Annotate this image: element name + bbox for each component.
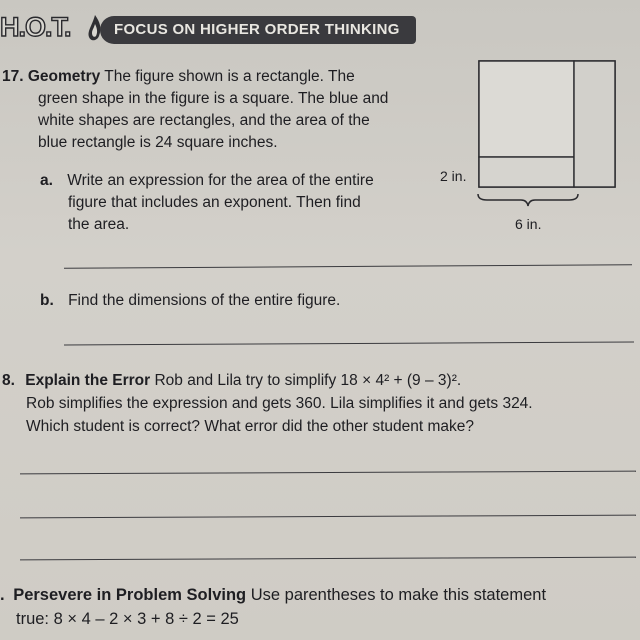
problem-19-line-2: true: 8 × 4 – 2 × 3 + 8 ÷ 2 = 25 xyxy=(16,610,239,628)
problem-17-number: 17. xyxy=(2,68,24,85)
problem-18-line-3: Which student is correct? What error did the other student make? xyxy=(26,418,474,435)
width-brace-icon xyxy=(477,192,579,208)
part-b-line-1 xyxy=(40,290,340,312)
problem-19-number: . xyxy=(0,586,5,604)
problem-17-line-4: blue rectangle is 24 square inches. xyxy=(38,134,278,151)
figure-height-label: 2 in. xyxy=(440,168,467,184)
problem-19-text: Use parentheses to make this statement xyxy=(250,586,547,604)
part-b-answer-line[interactable] xyxy=(64,342,634,346)
problem-18-topic: Explain the Error xyxy=(25,372,151,389)
problem-18-number: 8. xyxy=(2,372,15,389)
rectangle-figure xyxy=(478,60,618,190)
hot-header xyxy=(0,8,420,48)
problem-18-line-1 xyxy=(2,370,461,392)
problem-17-line-2: green shape in the figure is a square. The blue and xyxy=(38,90,389,107)
part-b-text: Find the dimensions of the entire figure. xyxy=(68,292,341,309)
green-square xyxy=(479,61,574,157)
problem-19-line-1 xyxy=(0,584,546,606)
problem-18-line-2: Rob simplifies the expression and gets 360. Lila simplifies it and gets 324. xyxy=(26,395,533,412)
hot-banner-text: FOCUS ON HIGHER ORDER THINKING xyxy=(114,21,400,38)
white-rectangle xyxy=(479,157,574,187)
part-b-label: b. xyxy=(40,292,54,309)
problem-18-answer-line-1[interactable] xyxy=(20,471,636,475)
problem-19-topic: Persevere in Problem Solving xyxy=(13,586,247,604)
problem-17-text: The figure shown is a rectangle. The xyxy=(104,68,355,85)
problem-17-line-1 xyxy=(2,66,355,88)
part-a-text: Write an expression for the area of the entire xyxy=(67,172,374,189)
problem-18-text: Rob and Lila try to simplify 18 × 4² + (9 – 3)². xyxy=(154,372,462,389)
problem-18-answer-line-2[interactable] xyxy=(20,515,636,519)
part-a-line-1 xyxy=(40,170,374,192)
problem-18-answer-line-3[interactable] xyxy=(20,557,636,561)
figure-width-label: 6 in. xyxy=(515,216,542,232)
part-a-label: a. xyxy=(40,172,53,189)
problem-17-topic: Geometry xyxy=(27,68,101,85)
part-a-answer-line[interactable] xyxy=(64,264,632,268)
part-a-line-2: figure that includes an exponent. Then find xyxy=(68,194,361,211)
part-a-line-3: the area. xyxy=(68,216,130,233)
problem-17-line-3: white shapes are rectangles, and the area of the xyxy=(38,112,370,129)
hot-logo: H.O.T. xyxy=(0,12,71,42)
blue-rectangle xyxy=(574,61,615,187)
hot-banner xyxy=(100,16,416,44)
